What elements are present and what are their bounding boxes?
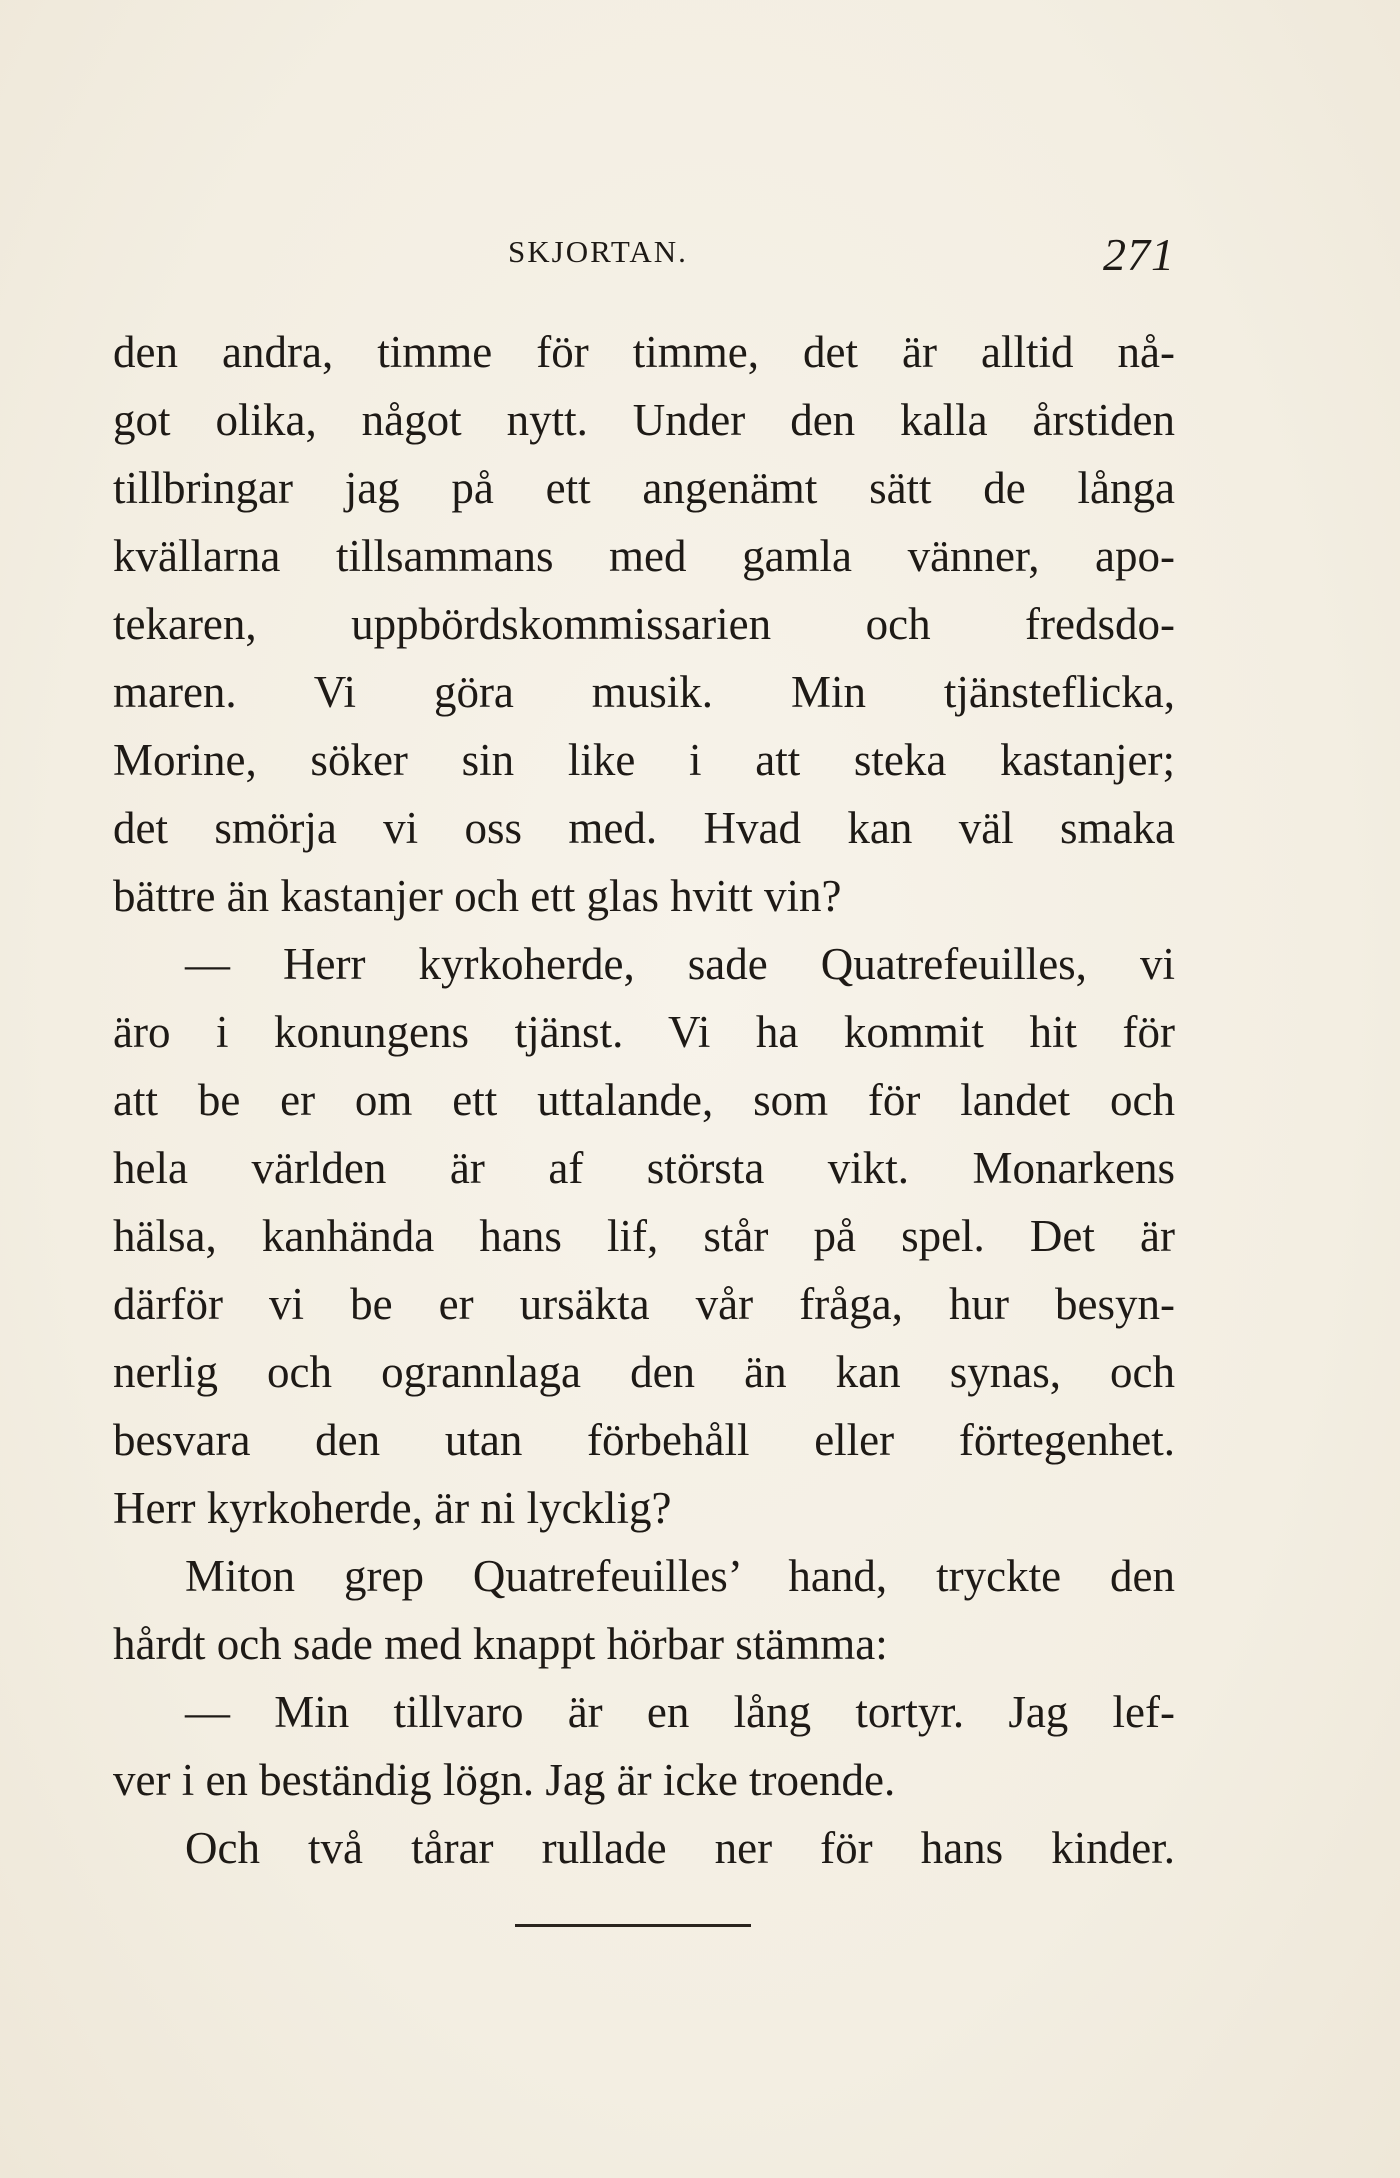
text-line: Morine, söker sin like i att steka kastanjer; (113, 735, 1175, 785)
text-line: ver i en beständig lögn. Jag är icke troende. (113, 1755, 896, 1805)
text-line: Herr kyrkoherde, är ni lycklig? (113, 1483, 672, 1533)
text-line: nerlig och ogrannlaga den än kan synas, och (113, 1347, 1175, 1397)
body-text (113, 318, 1175, 1882)
text-line: tekaren, uppbördskommissarien och fredsdo- (113, 599, 1175, 649)
text-line: Och två tårar rullade ner för hans kinder. (185, 1823, 1175, 1873)
text-line: tillbringar jag på ett angenämt sätt de långa (113, 463, 1175, 513)
text-line: hela världen är af största vikt. Monarkens (113, 1143, 1175, 1193)
text-line: kvällarna tillsammans med gamla vänner, apo- (113, 531, 1175, 581)
text-line: — Min tillvaro är en lång tortyr. Jag lef- (185, 1687, 1175, 1737)
text-line: bättre än kastanjer och ett glas hvitt vin? (113, 871, 842, 921)
text-line: — Herr kyrkoherde, sade Quatrefeuilles, vi (185, 939, 1175, 989)
text-line: den andra, timme för timme, det är alltid nå- (113, 327, 1175, 377)
text-line: got olika, något nytt. Under den kalla årstiden (113, 395, 1175, 445)
text-line: det smörja vi oss med. Hvad kan väl smaka (113, 803, 1175, 853)
page-number: 271 (1103, 229, 1175, 280)
text-line: hälsa, kanhända hans lif, står på spel. Det är (113, 1211, 1175, 1261)
text-line: hårdt och sade med knappt hörbar stämma: (113, 1619, 888, 1669)
text-line: besvara den utan förbehåll eller förtegenhet. (113, 1415, 1175, 1465)
text-line: maren. Vi göra musik. Min tjänsteflicka, (113, 667, 1175, 717)
text-line: äro i konungens tjänst. Vi ha kommit hit för (113, 1007, 1175, 1057)
text-line: att be er om ett uttalande, som för landet och (113, 1075, 1175, 1125)
text-line: därför vi be er ursäkta vår fråga, hur besyn- (113, 1279, 1175, 1329)
text-line: Miton grep Quatrefeuilles’ hand, tryckte den (185, 1551, 1175, 1601)
running-title: SKJORTAN. (508, 234, 688, 269)
running-head (113, 228, 1175, 288)
end-rule (515, 1924, 751, 1927)
